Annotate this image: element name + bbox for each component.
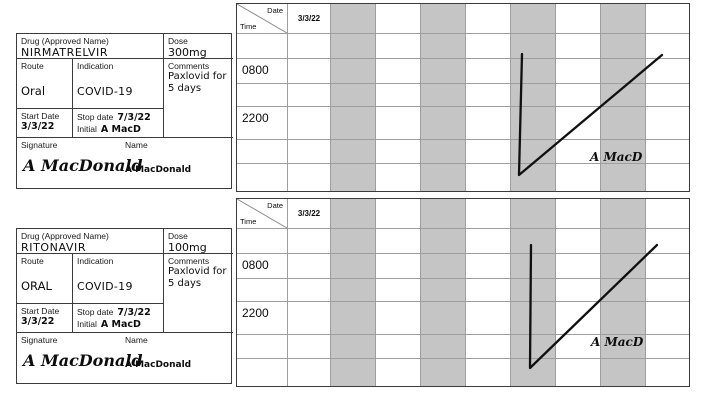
- date-header-cell: [646, 4, 689, 34]
- corner-time-label: Time: [240, 217, 257, 226]
- administration-cell: [466, 107, 511, 140]
- administration-cell: [511, 140, 556, 164]
- time-cell: 2200: [237, 107, 288, 140]
- administration-cell: [376, 140, 421, 164]
- grid-row: [237, 59, 689, 84]
- initial-value: A MacD: [100, 319, 141, 330]
- date-header-cell: [376, 199, 421, 229]
- date-header-cell: 3/3/22: [288, 199, 331, 229]
- indication-cell: [73, 59, 164, 109]
- grid-row: [237, 359, 689, 386]
- date-header-cell: [601, 199, 646, 229]
- administration-cell: [288, 229, 331, 254]
- name-label: Name: [125, 140, 148, 150]
- name-label: Name: [125, 335, 148, 345]
- medication-record-block-1: [0, 3, 708, 195]
- start-date-value: 3/3/22: [21, 316, 55, 327]
- comments-label: Comments: [168, 256, 210, 266]
- date-header-cell: [556, 4, 601, 34]
- administration-cell: [331, 335, 376, 359]
- corner-date-label: Date: [267, 6, 283, 15]
- administration-cell: [466, 302, 511, 335]
- stop-date-label: Stop date: [77, 112, 114, 122]
- name-value: A MacDonald: [125, 165, 192, 175]
- administration-cell: [466, 359, 511, 386]
- administration-cell: [511, 335, 556, 359]
- date-header-cell: 3/3/22: [288, 4, 331, 34]
- date-header-cell: [466, 199, 511, 229]
- date-header-cell: [511, 4, 556, 34]
- administration-cell: [601, 107, 646, 140]
- dose-label: Dose: [168, 36, 188, 46]
- indication-value: COVID-19: [77, 280, 133, 293]
- administration-cell: [288, 254, 331, 279]
- time-cell: 0800: [237, 59, 288, 84]
- administration-cell: [331, 229, 376, 254]
- initials-annotation: A MacD: [590, 150, 643, 164]
- administration-cell: [288, 302, 331, 335]
- administration-cell: [466, 229, 511, 254]
- administration-cell: [331, 34, 376, 59]
- administration-cell: [288, 140, 331, 164]
- grid-table: [236, 198, 690, 387]
- administration-cell: [421, 164, 466, 191]
- signature-script: A MacDonald: [23, 351, 143, 370]
- administration-cell: [466, 164, 511, 191]
- drug-name-value: RITONAVIR: [21, 241, 87, 254]
- administration-cell: [646, 84, 689, 107]
- indication-value: COVID-19: [77, 85, 133, 98]
- dose-cell: [164, 229, 233, 254]
- grid-row: [237, 34, 689, 59]
- stop-date-cell: [73, 109, 164, 138]
- prescription-form: [16, 33, 232, 189]
- grid-row: [237, 164, 689, 191]
- start-date-value: 3/3/22: [21, 121, 55, 132]
- initial-label: Initial: [77, 124, 97, 134]
- stop-date-label: Stop date: [77, 307, 114, 317]
- administration-cell: [376, 359, 421, 386]
- drug-name-cell: [17, 229, 164, 254]
- administration-cell: [421, 335, 466, 359]
- drug-name-cell: [17, 34, 164, 59]
- time-cell: [237, 140, 288, 164]
- administration-cell: [466, 335, 511, 359]
- date-header-cell: [646, 199, 689, 229]
- initial-value: A MacD: [100, 124, 141, 135]
- grid-header-row: [237, 4, 689, 34]
- administration-cell: [601, 229, 646, 254]
- administration-cell: [288, 59, 331, 84]
- date-time-corner-cell: [237, 4, 288, 34]
- administration-cell: [556, 279, 601, 302]
- administration-cell: [556, 359, 601, 386]
- time-cell: 2200: [237, 302, 288, 335]
- start-date-cell: [17, 109, 73, 138]
- administration-cell: [466, 140, 511, 164]
- signature-script: A MacDonald: [23, 156, 143, 175]
- administration-cell: [466, 84, 511, 107]
- administration-cell: [646, 302, 689, 335]
- date-header-cell: [376, 4, 421, 34]
- initial-label: Initial: [77, 319, 97, 329]
- administration-cell: [646, 34, 689, 59]
- time-cell: [237, 164, 288, 191]
- administration-cell: [511, 229, 556, 254]
- signature-cell: [17, 138, 233, 190]
- drug-label: Drug (Approved Name): [21, 36, 109, 46]
- time-cell: [237, 84, 288, 107]
- administration-grid: [236, 198, 690, 387]
- start-date-label: Start Date: [21, 306, 60, 316]
- administration-cell: [646, 335, 689, 359]
- administration-cell: [288, 107, 331, 140]
- date-header-cell: [331, 199, 376, 229]
- indication-cell: [73, 254, 164, 304]
- administration-cell: [601, 164, 646, 191]
- start-date-cell: [17, 304, 73, 333]
- administration-cell: [511, 164, 556, 191]
- administration-cell: [421, 254, 466, 279]
- administration-cell: [376, 335, 421, 359]
- administration-cell: [511, 59, 556, 84]
- route-label: Route: [21, 61, 44, 71]
- dose-value: 300mg: [168, 46, 207, 59]
- administration-grid: [236, 3, 690, 192]
- name-value: A MacDonald: [125, 360, 192, 370]
- signature-cell: [17, 333, 233, 385]
- administration-cell: [376, 229, 421, 254]
- administration-cell: [556, 229, 601, 254]
- grid-row: [237, 107, 689, 140]
- administration-cell: [601, 59, 646, 84]
- signature-label: Signature: [21, 335, 58, 345]
- administration-cell: [601, 34, 646, 59]
- administration-cell: [646, 107, 689, 140]
- dose-label: Dose: [168, 231, 188, 241]
- administration-cell: [331, 359, 376, 386]
- stop-date-value: 7/3/22: [117, 112, 151, 123]
- corner-date-label: Date: [267, 201, 283, 210]
- administration-cell: [421, 302, 466, 335]
- administration-cell: [331, 59, 376, 84]
- administration-cell: [646, 254, 689, 279]
- administration-cell: [466, 34, 511, 59]
- administration-cell: [556, 164, 601, 191]
- grid-header-row: [237, 199, 689, 229]
- administration-cell: [556, 107, 601, 140]
- time-cell: [237, 229, 288, 254]
- administration-cell: [376, 302, 421, 335]
- time-cell: 0800: [237, 254, 288, 279]
- time-cell: [237, 279, 288, 302]
- administration-cell: [376, 279, 421, 302]
- grid-row: [237, 229, 689, 254]
- administration-cell: [421, 84, 466, 107]
- administration-cell: [421, 229, 466, 254]
- administration-cell: [376, 84, 421, 107]
- administration-cell: [646, 164, 689, 191]
- dose-value: 100mg: [168, 241, 207, 254]
- administration-cell: [646, 279, 689, 302]
- route-value: ORAL: [21, 279, 52, 293]
- administration-cell: [511, 34, 556, 59]
- administration-cell: [331, 254, 376, 279]
- administration-cell: [331, 84, 376, 107]
- administration-cell: [646, 359, 689, 386]
- administration-cell: [601, 254, 646, 279]
- route-label: Route: [21, 256, 44, 266]
- administration-cell: [646, 59, 689, 84]
- comments-cell: [164, 59, 233, 138]
- comments-label: Comments: [168, 61, 210, 71]
- indication-label: Indication: [77, 61, 114, 71]
- prescription-form: [16, 228, 232, 384]
- grid-row: [237, 254, 689, 279]
- administration-cell: [556, 302, 601, 335]
- administration-cell: [511, 84, 556, 107]
- stop-date-value: 7/3/22: [117, 307, 151, 318]
- administration-cell: [511, 279, 556, 302]
- time-cell: [237, 34, 288, 59]
- comments-value-line2: 5 days: [168, 83, 202, 94]
- medication-record-block-2: [0, 198, 708, 390]
- administration-cell: [376, 107, 421, 140]
- administration-cell: [288, 34, 331, 59]
- administration-cell: [288, 84, 331, 107]
- administration-cell: [466, 254, 511, 279]
- drug-name-value: NIRMATRELVIR: [21, 46, 109, 59]
- administration-cell: [646, 229, 689, 254]
- indication-label: Indication: [77, 256, 114, 266]
- time-cell: [237, 359, 288, 386]
- administration-cell: [511, 254, 556, 279]
- administration-cell: [466, 59, 511, 84]
- drug-label: Drug (Approved Name): [21, 231, 109, 241]
- comments-value-line1: Paxlovid for: [168, 71, 227, 82]
- administration-cell: [421, 34, 466, 59]
- comments-value-line2: 5 days: [168, 278, 202, 289]
- comments-value-line1: Paxlovid for: [168, 266, 227, 277]
- date-header-cell: [556, 199, 601, 229]
- dose-cell: [164, 34, 233, 59]
- administration-cell: [421, 107, 466, 140]
- administration-cell: [421, 279, 466, 302]
- corner-time-label: Time: [240, 22, 257, 31]
- administration-cell: [288, 335, 331, 359]
- date-header-cell: [421, 4, 466, 34]
- date-header-cell: [331, 4, 376, 34]
- date-time-corner-cell: [237, 199, 288, 229]
- administration-cell: [601, 279, 646, 302]
- date-header-cell: [601, 4, 646, 34]
- date-header-cell: [511, 199, 556, 229]
- stop-date-cell: [73, 304, 164, 333]
- administration-cell: [331, 302, 376, 335]
- grid-row: [237, 279, 689, 302]
- administration-cell: [646, 140, 689, 164]
- administration-cell: [556, 59, 601, 84]
- administration-cell: [601, 359, 646, 386]
- route-value: Oral: [21, 84, 46, 98]
- time-cell: [237, 335, 288, 359]
- signature-label: Signature: [21, 140, 58, 150]
- grid-row: [237, 84, 689, 107]
- start-date-label: Start Date: [21, 111, 60, 121]
- route-cell: [17, 254, 73, 304]
- administration-cell: [288, 359, 331, 386]
- administration-cell: [376, 164, 421, 191]
- administration-cell: [556, 84, 601, 107]
- administration-cell: [601, 302, 646, 335]
- administration-cell: [556, 254, 601, 279]
- administration-cell: [288, 279, 331, 302]
- date-header-cell: [421, 199, 466, 229]
- comments-cell: [164, 254, 233, 333]
- administration-cell: [511, 359, 556, 386]
- administration-cell: [331, 164, 376, 191]
- route-cell: [17, 59, 73, 109]
- administration-cell: [421, 359, 466, 386]
- administration-cell: [421, 140, 466, 164]
- administration-cell: [331, 107, 376, 140]
- grid-row: [237, 302, 689, 335]
- administration-cell: [331, 140, 376, 164]
- administration-cell: [288, 164, 331, 191]
- administration-cell: [376, 34, 421, 59]
- administration-cell: [466, 279, 511, 302]
- administration-cell: [331, 279, 376, 302]
- administration-cell: [556, 34, 601, 59]
- administration-cell: [421, 59, 466, 84]
- administration-cell: [376, 254, 421, 279]
- administration-cell: [511, 302, 556, 335]
- initials-annotation: A MacD: [591, 335, 644, 349]
- administration-cell: [376, 59, 421, 84]
- date-header-cell: [466, 4, 511, 34]
- administration-cell: [511, 107, 556, 140]
- administration-cell: [601, 84, 646, 107]
